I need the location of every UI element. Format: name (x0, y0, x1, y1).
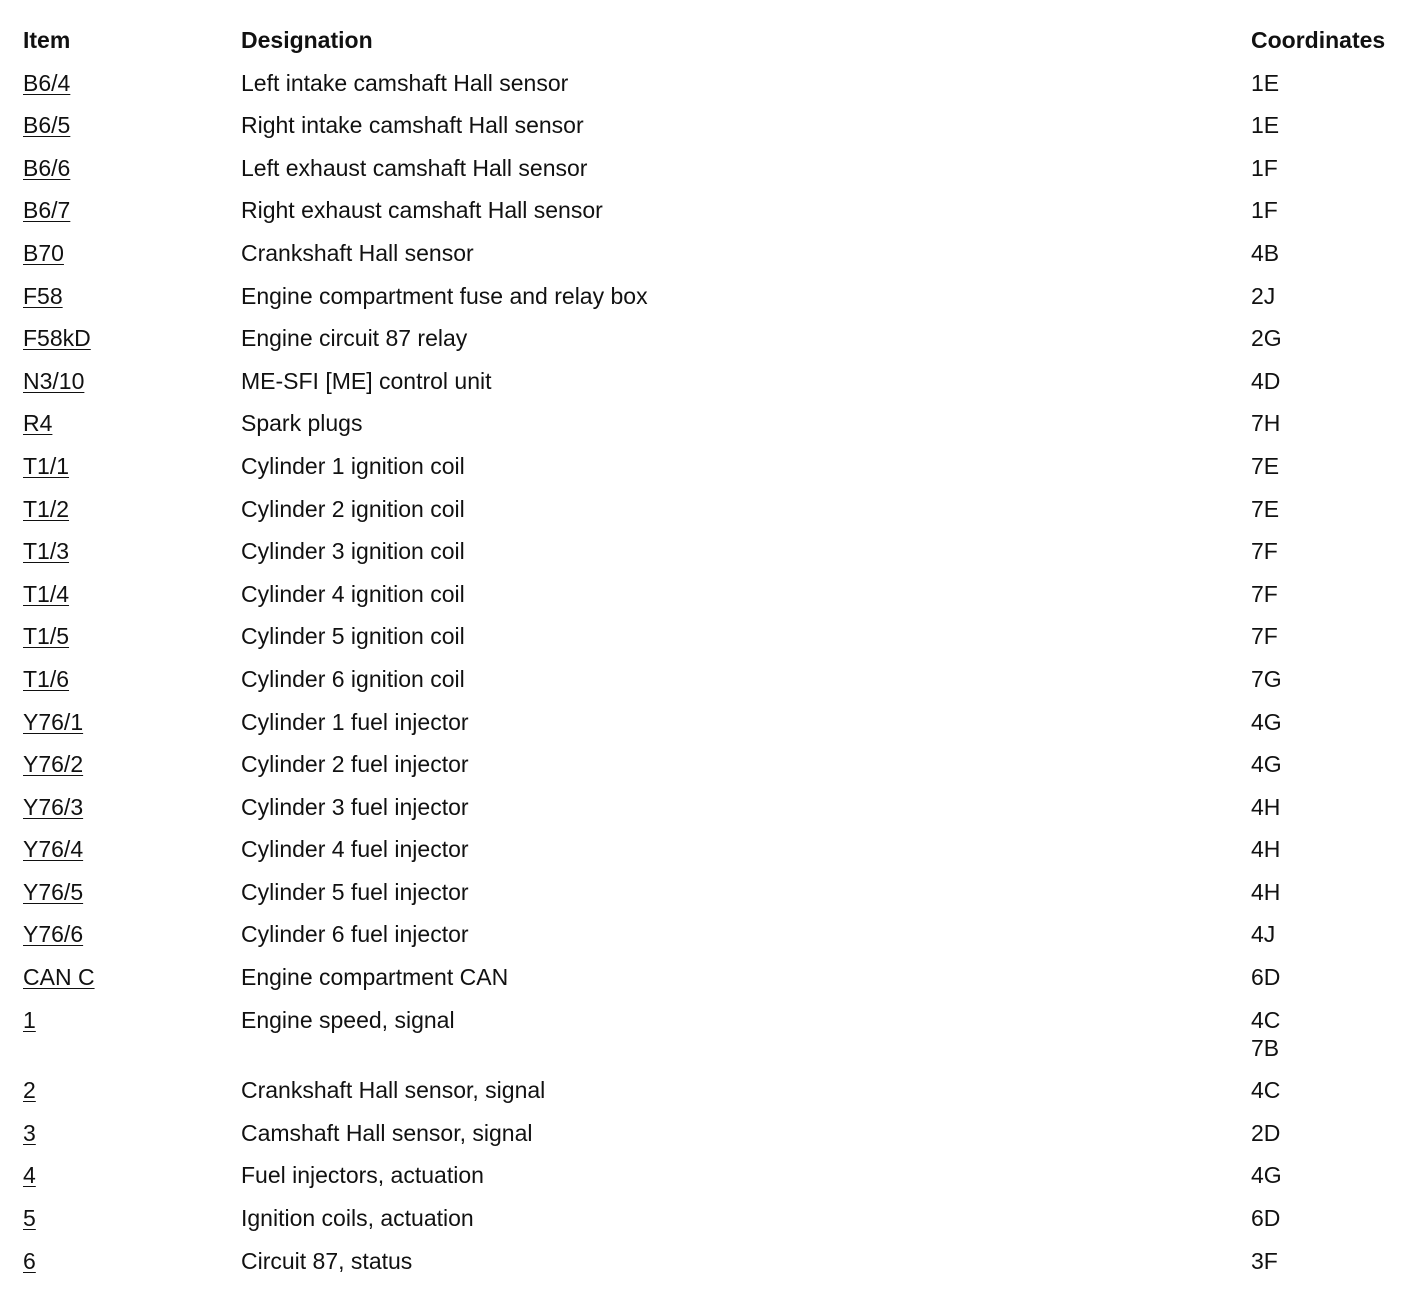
designation-text: Engine compartment CAN (241, 964, 509, 991)
designation-text: Cylinder 6 fuel injector (241, 921, 469, 948)
designation-column-header: Designation (241, 27, 373, 53)
designation-text: Circuit 87, status (241, 1247, 413, 1274)
coordinates-cell (1251, 793, 1280, 821)
item-column-header: Item (23, 27, 71, 53)
coordinate-value: 7F (1251, 580, 1278, 607)
coordinates-cell (1251, 622, 1278, 650)
item-link[interactable]: F58 (23, 282, 63, 309)
table-row (23, 450, 1408, 493)
item-link[interactable]: 5 (23, 1205, 36, 1232)
table-row (23, 237, 1408, 280)
coordinates-cell (1251, 324, 1282, 352)
item-link[interactable]: F58kD (23, 325, 91, 352)
coordinates-cell (1251, 750, 1282, 778)
designation-text: Left intake camshaft Hall sensor (241, 69, 569, 96)
item-link[interactable]: B70 (23, 239, 64, 266)
designation-text: Cylinder 3 ignition coil (241, 538, 465, 565)
coordinate-value: 7H (1251, 410, 1281, 437)
table-header-row (23, 24, 1408, 67)
table-row (23, 407, 1408, 450)
designation-text: Cylinder 5 ignition coil (241, 623, 465, 650)
item-link[interactable]: B6/6 (23, 154, 71, 181)
coordinates-cell (1251, 1161, 1282, 1189)
coordinate-value: 1F (1251, 154, 1278, 181)
item-link[interactable]: 2 (23, 1077, 36, 1104)
designation-text: Cylinder 4 ignition coil (241, 580, 465, 607)
table-row (23, 493, 1408, 536)
designation-text: Cylinder 2 ignition coil (241, 495, 465, 522)
coordinate-value: 1E (1251, 112, 1280, 139)
coordinate-value: 4G (1251, 1162, 1282, 1189)
table-row (23, 620, 1408, 663)
item-link[interactable]: Y76/2 (23, 751, 84, 778)
coordinate-value: 7B (1251, 1034, 1280, 1061)
table-row (23, 578, 1408, 621)
item-link[interactable]: Y76/3 (23, 793, 84, 820)
coordinates-cell (1251, 154, 1278, 182)
designation-text: Cylinder 1 ignition coil (241, 452, 465, 479)
designation-text: Crankshaft Hall sensor, signal (241, 1077, 546, 1104)
coordinate-value: 2G (1251, 325, 1282, 352)
table-row (23, 748, 1408, 791)
item-link[interactable]: CAN C (23, 964, 95, 991)
component-legend-table (23, 24, 1408, 1287)
coordinates-cell (1251, 452, 1279, 480)
designation-text: Spark plugs (241, 410, 363, 437)
coordinate-value: 1E (1251, 69, 1280, 96)
coordinate-value: 4H (1251, 878, 1281, 905)
designation-text: Cylinder 2 fuel injector (241, 751, 469, 778)
coordinates-cell (1251, 111, 1279, 139)
coordinates-cell (1251, 367, 1280, 395)
coordinates-cell (1251, 409, 1280, 437)
item-link[interactable]: N3/10 (23, 367, 85, 394)
coordinates-cell (1251, 239, 1279, 267)
coordinates-cell (1251, 665, 1282, 693)
coordinate-value: 4H (1251, 836, 1281, 863)
designation-text: Cylinder 5 fuel injector (241, 878, 469, 905)
coordinates-cell (1251, 580, 1278, 608)
designation-text: Cylinder 1 fuel injector (241, 708, 469, 735)
coordinate-value: 2D (1251, 1119, 1281, 1146)
item-link[interactable]: 1 (23, 1006, 36, 1033)
coordinates-cell (1251, 835, 1280, 863)
designation-text: Engine compartment fuse and relay box (241, 282, 648, 309)
designation-text: Crankshaft Hall sensor (241, 239, 474, 266)
table-row (23, 1159, 1408, 1202)
item-link[interactable]: T1/6 (23, 665, 70, 692)
table-row (23, 280, 1408, 323)
item-link[interactable]: 3 (23, 1119, 36, 1146)
coordinates-cell (1251, 1247, 1278, 1275)
designation-text: Fuel injectors, actuation (241, 1162, 484, 1189)
coordinate-value: 6D (1251, 1205, 1281, 1232)
coordinates-cell (1251, 69, 1279, 97)
designation-text: Cylinder 3 fuel injector (241, 793, 469, 820)
table-row (23, 1202, 1408, 1245)
coordinates-cell (1251, 1076, 1280, 1104)
table-row (23, 194, 1408, 237)
item-link[interactable]: Y76/5 (23, 878, 84, 905)
coordinates-column-header: Coordinates (1251, 27, 1386, 53)
table-row (23, 1245, 1408, 1288)
table-row (23, 961, 1408, 1004)
coordinate-value: 3F (1251, 1247, 1278, 1274)
item-link[interactable]: R4 (23, 410, 53, 437)
item-link[interactable]: T1/3 (23, 538, 70, 565)
coordinates-cell (1251, 963, 1280, 991)
item-link[interactable]: Y76/6 (23, 921, 84, 948)
coordinate-value: 7F (1251, 538, 1278, 565)
designation-text: Cylinder 6 ignition coil (241, 665, 465, 692)
coordinate-value: 4J (1251, 921, 1276, 948)
table-row (23, 918, 1408, 961)
coordinate-value: 4G (1251, 708, 1282, 735)
table-row (23, 876, 1408, 919)
coordinate-value: 4D (1251, 367, 1281, 394)
item-link[interactable]: 6 (23, 1247, 36, 1274)
coordinate-value: 6D (1251, 964, 1281, 991)
coordinates-cell (1251, 495, 1279, 523)
item-link[interactable]: Y76/1 (23, 708, 84, 735)
coordinate-value: 4H (1251, 793, 1281, 820)
coordinate-value: 2J (1251, 282, 1276, 309)
designation-text: Left exhaust camshaft Hall sensor (241, 154, 588, 181)
coordinate-value: 7E (1251, 495, 1280, 522)
designation-text: ME-SFI [ME] control unit (241, 367, 492, 394)
table-row (23, 1074, 1408, 1117)
coordinate-value: 4B (1251, 239, 1280, 266)
table-row (23, 109, 1408, 152)
table-row (23, 663, 1408, 706)
table-row (23, 535, 1408, 578)
coordinates-cell (1251, 1006, 1280, 1062)
item-link[interactable]: T1/2 (23, 495, 70, 522)
designation-text: Right exhaust camshaft Hall sensor (241, 197, 603, 224)
coordinate-value: 7F (1251, 623, 1278, 650)
item-link[interactable]: 4 (23, 1162, 36, 1189)
item-link[interactable]: B6/4 (23, 69, 71, 96)
coordinate-value: 1F (1251, 197, 1278, 224)
table-row (23, 67, 1408, 110)
coordinates-cell (1251, 920, 1275, 948)
coordinate-value: 7G (1251, 665, 1282, 692)
coordinates-cell (1251, 708, 1282, 736)
table-row (23, 1004, 1408, 1075)
designation-text: Camshaft Hall sensor, signal (241, 1119, 533, 1146)
designation-text: Ignition coils, actuation (241, 1205, 474, 1232)
table-row (23, 322, 1408, 365)
coordinates-cell (1251, 1204, 1280, 1232)
item-link[interactable]: T1/4 (23, 580, 70, 607)
coordinate-value: 4C (1251, 1077, 1281, 1104)
item-link[interactable]: T1/1 (23, 452, 70, 479)
coordinates-cell (1251, 1119, 1280, 1147)
table-body (23, 67, 1408, 1288)
table-row (23, 706, 1408, 749)
item-link[interactable]: T1/5 (23, 623, 70, 650)
coordinate-value: 4C (1251, 1006, 1281, 1033)
table-row (23, 833, 1408, 876)
coordinates-cell (1251, 196, 1278, 224)
coordinates-cell (1251, 537, 1278, 565)
coordinates-cell (1251, 282, 1275, 310)
table-row (23, 1117, 1408, 1160)
item-link[interactable]: B6/5 (23, 112, 71, 139)
table-row (23, 365, 1408, 408)
coordinate-value: 7E (1251, 452, 1280, 479)
designation-text: Engine speed, signal (241, 1006, 455, 1033)
designation-text: Engine circuit 87 relay (241, 325, 468, 352)
item-link[interactable]: B6/7 (23, 197, 71, 224)
table-row (23, 791, 1408, 834)
designation-text: Cylinder 4 fuel injector (241, 836, 469, 863)
coordinate-value: 4G (1251, 751, 1282, 778)
coordinates-cell (1251, 878, 1280, 906)
designation-text: Right intake camshaft Hall sensor (241, 112, 584, 139)
table-row (23, 152, 1408, 195)
item-link[interactable]: Y76/4 (23, 836, 84, 863)
